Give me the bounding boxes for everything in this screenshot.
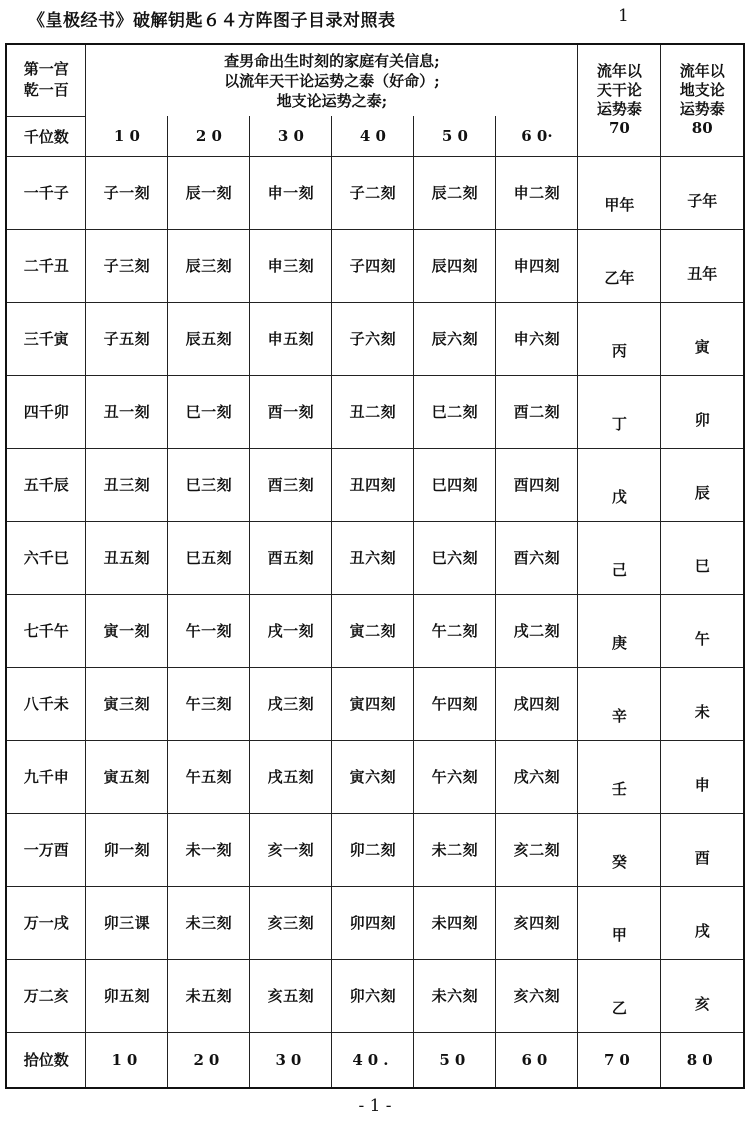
table-cell: 亥一刻 <box>250 813 332 886</box>
stem-cell <box>578 448 661 521</box>
table-row <box>6 448 744 521</box>
table-cell: 申四刻 <box>496 229 578 302</box>
tens-header: 2 0 <box>168 116 250 156</box>
table-cell: 丑六刻 <box>332 521 414 594</box>
stem-cell <box>578 156 661 229</box>
branch-cell <box>661 667 744 740</box>
branch-value: 寅 <box>694 338 710 356</box>
tens-header: 3 0 <box>250 116 332 156</box>
table-cell: 戌二刻 <box>496 594 578 667</box>
branch-value: 戌 <box>694 922 710 940</box>
table-cell: 戌六刻 <box>496 740 578 813</box>
stem-value: 戊 <box>611 488 627 506</box>
table-cell: 酉四刻 <box>496 448 578 521</box>
table-row <box>6 813 744 886</box>
stem-cell <box>578 667 661 740</box>
branch-cell <box>661 594 744 667</box>
table-cell: 巳四刻 <box>414 448 496 521</box>
table-cell: 申六刻 <box>496 302 578 375</box>
table-cell: 丑一刻 <box>86 375 168 448</box>
table-cell: 午二刻 <box>414 594 496 667</box>
table-cell: 酉一刻 <box>250 375 332 448</box>
description-line: 查男命出生时刻的家庭有关信息; <box>224 51 440 70</box>
palace-corner-cell <box>6 44 86 116</box>
table-cell: 午三刻 <box>168 667 250 740</box>
thousands-label: 千位数 <box>6 116 86 156</box>
branch-value: 亥 <box>694 995 710 1013</box>
table-cell: 亥六刻 <box>496 959 578 1032</box>
table-cell: 亥三刻 <box>250 886 332 959</box>
stem-value: 辛 <box>611 707 627 725</box>
stem-column-header <box>578 44 661 156</box>
table-cell: 巳六刻 <box>414 521 496 594</box>
branch-cell <box>661 375 744 448</box>
table-cell: 午四刻 <box>414 667 496 740</box>
table-cell: 丑二刻 <box>332 375 414 448</box>
table-cell: 巳一刻 <box>168 375 250 448</box>
branch-value: 申 <box>694 776 710 794</box>
stem-value: 丁 <box>611 415 627 433</box>
table-cell: 未四刻 <box>414 886 496 959</box>
footer-number: 20 <box>168 1032 250 1088</box>
tens-header: 1 0 <box>86 116 168 156</box>
table-cell: 辰五刻 <box>168 302 250 375</box>
table-row <box>6 302 744 375</box>
table-cell: 未一刻 <box>168 813 250 886</box>
row-head: 六千巳 <box>6 521 86 594</box>
palace-label: 第一宫 <box>23 60 69 79</box>
branch-value: 辰 <box>694 484 710 502</box>
stem-cell <box>578 302 661 375</box>
branch-cell <box>661 302 744 375</box>
table-cell: 未三刻 <box>168 886 250 959</box>
branch-cell <box>661 229 744 302</box>
branch-cell <box>661 813 744 886</box>
stem-cell <box>578 375 661 448</box>
table-cell: 卯五刻 <box>86 959 168 1032</box>
description-line: 以流年天干论运势之泰（好命）; <box>224 71 440 90</box>
stem-value: 乙年 <box>604 269 635 287</box>
row-head: 万二亥 <box>6 959 86 1032</box>
lookup-table <box>5 43 745 1089</box>
stem-cell <box>578 959 661 1032</box>
branch-value: 午 <box>694 630 710 648</box>
table-cell: 戌一刻 <box>250 594 332 667</box>
row-head: 七千午 <box>6 594 86 667</box>
branch-cell <box>661 156 744 229</box>
stem-cell <box>578 594 661 667</box>
table-cell: 未二刻 <box>414 813 496 886</box>
table-cell: 酉五刻 <box>250 521 332 594</box>
stem-value: 甲年 <box>604 196 635 214</box>
branch-value: 卯 <box>694 411 710 429</box>
table-cell: 酉二刻 <box>496 375 578 448</box>
table-cell: 寅二刻 <box>332 594 414 667</box>
table-cell: 戌三刻 <box>250 667 332 740</box>
document-title: 《皇极经书》破解钥匙６４方阵图子目录对照表 <box>28 11 396 31</box>
branch-cell <box>661 959 744 1032</box>
table-cell: 丑四刻 <box>332 448 414 521</box>
table-cell: 寅一刻 <box>86 594 168 667</box>
table-cell: 辰二刻 <box>414 156 496 229</box>
table-row <box>6 667 744 740</box>
table-cell: 丑五刻 <box>86 521 168 594</box>
stem-cell <box>578 521 661 594</box>
stem-cell <box>578 813 661 886</box>
row-head: 九千申 <box>6 740 86 813</box>
table-cell: 申一刻 <box>250 156 332 229</box>
stem-cell <box>578 886 661 959</box>
footer-number: 50 <box>414 1032 496 1088</box>
table-cell: 巳三刻 <box>168 448 250 521</box>
table-cell: 亥四刻 <box>496 886 578 959</box>
table-cell: 申三刻 <box>250 229 332 302</box>
table-cell: 亥二刻 <box>496 813 578 886</box>
table-cell: 子六刻 <box>332 302 414 375</box>
branch-cell <box>661 740 744 813</box>
footer-number: 40. <box>332 1032 414 1088</box>
table-cell: 卯二刻 <box>332 813 414 886</box>
table-row <box>6 229 744 302</box>
row-head: 五千辰 <box>6 448 86 521</box>
row-head: 万一戌 <box>6 886 86 959</box>
stem-value: 乙 <box>611 999 627 1017</box>
stem-value: 癸 <box>611 853 627 871</box>
tens-header: 4 0 <box>332 116 414 156</box>
table-cell: 辰六刻 <box>414 302 496 375</box>
footer-number: 60 <box>496 1032 578 1088</box>
table-cell: 卯三课 <box>86 886 168 959</box>
footer-number: 10 <box>86 1032 168 1088</box>
table-cell: 午六刻 <box>414 740 496 813</box>
table-row <box>6 521 744 594</box>
header-row <box>6 44 744 116</box>
footer-number: 30 <box>250 1032 332 1088</box>
table-cell: 寅五刻 <box>86 740 168 813</box>
branch-cell <box>661 521 744 594</box>
branch-value: 巳 <box>694 557 710 575</box>
table-cell: 午五刻 <box>168 740 250 813</box>
branch-column-number: 80 <box>691 119 713 138</box>
table-cell: 亥五刻 <box>250 959 332 1032</box>
branch-cell <box>661 448 744 521</box>
branch-header-line: 地支论 <box>679 81 725 100</box>
stem-header-line: 运势泰 <box>596 100 642 119</box>
table-cell: 寅三刻 <box>86 667 168 740</box>
table-cell: 辰四刻 <box>414 229 496 302</box>
table-cell: 子二刻 <box>332 156 414 229</box>
palace-number: 乾一百 <box>23 81 69 100</box>
table-cell: 未六刻 <box>414 959 496 1032</box>
table-row <box>6 886 744 959</box>
page-number-top: 1 <box>618 6 629 26</box>
branch-value: 未 <box>694 703 710 721</box>
table-cell: 卯一刻 <box>86 813 168 886</box>
table-cell: 酉三刻 <box>250 448 332 521</box>
branch-cell <box>661 886 744 959</box>
table-cell: 午一刻 <box>168 594 250 667</box>
description-cell <box>86 44 578 116</box>
table-cell: 辰三刻 <box>168 229 250 302</box>
table-cell: 子一刻 <box>86 156 168 229</box>
table-cell: 子三刻 <box>86 229 168 302</box>
stem-cell <box>578 229 661 302</box>
branch-header-line: 流年以 <box>679 62 725 81</box>
table-cell: 戌五刻 <box>250 740 332 813</box>
table-cell: 子四刻 <box>332 229 414 302</box>
branch-column-header <box>661 44 744 156</box>
table-cell: 卯六刻 <box>332 959 414 1032</box>
stem-value: 丙 <box>611 342 627 360</box>
row-head: 八千未 <box>6 667 86 740</box>
table-cell: 卯四刻 <box>332 886 414 959</box>
table-row <box>6 594 744 667</box>
row-head: 一千子 <box>6 156 86 229</box>
row-head: 四千卯 <box>6 375 86 448</box>
stem-value: 己 <box>611 561 627 579</box>
stem-cell <box>578 740 661 813</box>
footer-row <box>6 1032 744 1088</box>
table-cell: 巳二刻 <box>414 375 496 448</box>
table-cell: 戌四刻 <box>496 667 578 740</box>
table-cell: 丑三刻 <box>86 448 168 521</box>
stem-value: 甲 <box>611 926 627 944</box>
table-cell: 未五刻 <box>168 959 250 1032</box>
table-cell: 辰一刻 <box>168 156 250 229</box>
table-row <box>6 959 744 1032</box>
branch-value: 酉 <box>694 849 710 867</box>
table-cell: 寅四刻 <box>332 667 414 740</box>
page-number-bottom: - 1 - <box>358 1096 392 1116</box>
stem-column-number: 70 <box>608 119 630 138</box>
table-row <box>6 156 744 229</box>
table-cell: 子五刻 <box>86 302 168 375</box>
footer-number: 70 <box>578 1032 661 1088</box>
table-cell: 申二刻 <box>496 156 578 229</box>
table-cell: 申五刻 <box>250 302 332 375</box>
row-head: 二千丑 <box>6 229 86 302</box>
branch-value: 丑年 <box>687 265 718 283</box>
row-head: 一万酉 <box>6 813 86 886</box>
stem-header-line: 流年以 <box>596 62 642 81</box>
table-row <box>6 375 744 448</box>
tens-header: 6 0· <box>496 116 578 156</box>
table-cell: 寅六刻 <box>332 740 414 813</box>
tens-header: 5 0 <box>414 116 496 156</box>
tens-label: 拾位数 <box>6 1032 86 1088</box>
table-row <box>6 740 744 813</box>
footer-number: 80 <box>661 1032 744 1088</box>
description-line: 地支论运势之泰; <box>276 91 388 110</box>
stem-value: 壬 <box>611 780 627 798</box>
table-cell: 巳五刻 <box>168 521 250 594</box>
row-head: 三千寅 <box>6 302 86 375</box>
branch-value: 子年 <box>687 192 718 210</box>
stem-header-line: 天干论 <box>596 81 642 100</box>
branch-header-line: 运势泰 <box>679 100 725 119</box>
stem-value: 庚 <box>611 634 627 652</box>
table-cell: 酉六刻 <box>496 521 578 594</box>
